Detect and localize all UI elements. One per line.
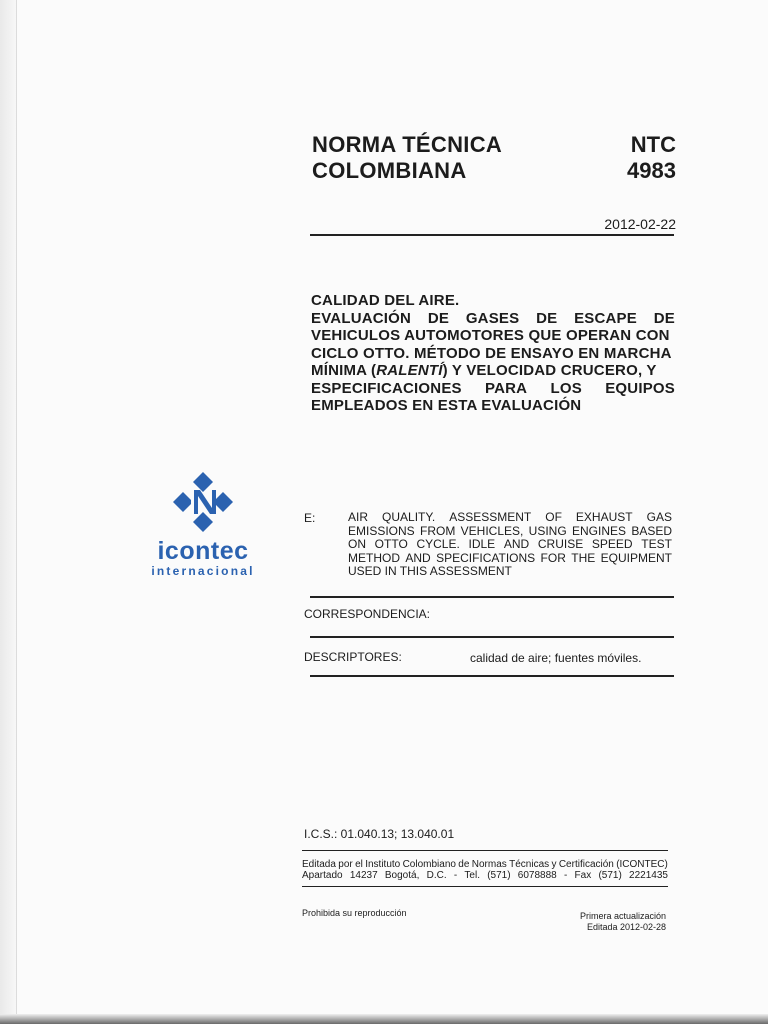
descriptores-value: calidad de aire; fuentes móviles.: [470, 651, 642, 665]
norma-title-line1: NORMA TÉCNICA: [312, 132, 503, 157]
main-title-line4: CICLO OTTO. MÉTODO DE ENSAYO EN MARCHA: [311, 344, 672, 362]
word: Técnicas: [509, 859, 550, 870]
editorial-rule: [302, 886, 668, 887]
word: Editada: [302, 859, 336, 870]
main-title-line2: [311, 310, 675, 328]
word: QUALITY.: [382, 510, 436, 524]
word: FROM: [420, 523, 456, 538]
english-title: [348, 511, 672, 579]
correspondencia-label: CORRESPONDENCIA:: [304, 607, 431, 621]
page-left-edge: [0, 0, 16, 1024]
word: CYCLE.: [416, 537, 460, 552]
word: -: [563, 870, 568, 881]
word: EVALUACIÓN: [311, 309, 412, 327]
word: Fax: [574, 870, 592, 881]
word: (ICONTEC): [616, 859, 668, 870]
norma-title-line2: COLOMBIANA: [312, 158, 467, 183]
logo-name: icontec: [157, 537, 249, 565]
word: (571): [487, 870, 511, 881]
main-title-line3: VEHICULOS AUTOMOTORES QUE OPERAN CON: [311, 327, 670, 344]
word: FOR: [540, 550, 566, 565]
page-left-divider: [16, 0, 17, 1024]
word: SPECIFICATIONS: [436, 550, 536, 565]
main-title-line5-b: ) Y VELOCIDAD CRUCERO, Y: [442, 362, 657, 379]
word: THE: [571, 550, 596, 565]
ntc-code: [596, 132, 676, 184]
word: 14237: [349, 870, 378, 881]
word: EMISSIONS: [348, 523, 415, 538]
english-line1: [348, 511, 672, 525]
word: D.C.: [426, 870, 447, 881]
word: 6078888: [517, 870, 557, 881]
word: y: [551, 859, 557, 870]
editorial-info: [302, 859, 668, 881]
word: DE: [653, 309, 675, 327]
word: LOS: [550, 379, 582, 397]
word: Certificación: [558, 859, 614, 870]
page-bottom-edge: [0, 1014, 768, 1024]
editorial-line1: [302, 859, 668, 870]
word: ASSESSMENT: [449, 510, 532, 524]
word: IDLE: [468, 537, 496, 552]
word: de: [458, 859, 470, 870]
norma-title: [312, 132, 502, 184]
english-line5: USED IN THIS ASSESSMENT: [348, 564, 512, 579]
header-rule: [310, 234, 674, 236]
update-label: Primera actualización: [579, 911, 666, 921]
main-title-line5-a: MÍNIMA (: [311, 362, 377, 379]
word: DE: [427, 309, 450, 327]
word: EQUIPMENT: [600, 550, 672, 565]
main-title-line1: CALIDAD DEL AIRE.: [311, 292, 460, 309]
word: METHOD: [348, 550, 400, 565]
word: SPEED: [591, 537, 633, 552]
icontec-logo: [138, 470, 268, 578]
word: Tel.: [464, 870, 480, 881]
word: por: [338, 859, 353, 870]
word: 2221435: [629, 870, 668, 881]
word: CRUISE: [537, 537, 584, 552]
main-title-line6: [311, 380, 675, 398]
word: Normas: [471, 859, 507, 870]
english-rule: [310, 596, 674, 598]
editorial-line2: [302, 870, 668, 881]
word: OF: [545, 510, 562, 524]
word: ESCAPE: [574, 309, 637, 327]
main-title-ralenti: RALENTÍ: [376, 362, 443, 379]
english-label: E:: [304, 511, 316, 525]
main-title-line7: EMPLEADOS EN ESTA EVALUACIÓN: [311, 397, 582, 414]
word: AIR: [348, 510, 369, 524]
word: BASED: [631, 523, 672, 538]
ntc-number: 4983: [627, 158, 676, 183]
word: OTTO: [374, 537, 408, 552]
word: VEHICLES,: [460, 523, 524, 538]
word: -: [453, 870, 458, 881]
main-title: [311, 292, 675, 415]
word: ENGINES: [571, 523, 626, 538]
word: EQUIPOS: [605, 379, 675, 397]
word: (571): [598, 870, 622, 881]
ntc-label: NTC: [630, 132, 676, 157]
icontec-n-diamond-icon: [171, 470, 235, 534]
descriptores-rule: [310, 675, 674, 677]
english-line2: [348, 525, 672, 539]
correspondencia-rule: [310, 636, 674, 638]
word: USING: [528, 523, 567, 538]
english-line4: [348, 552, 672, 566]
word: Bogotá,: [384, 870, 420, 881]
word: TEST: [641, 537, 672, 552]
word: ON: [348, 537, 366, 552]
word: DE: [536, 309, 558, 327]
update-info: [520, 911, 666, 932]
word: GASES: [465, 309, 520, 327]
word: Colombiano: [402, 859, 456, 870]
main-title-line5: [311, 362, 675, 380]
word: AND: [503, 537, 530, 552]
publication-date: 2012-02-22: [604, 216, 676, 232]
word: Instituto: [365, 859, 401, 870]
ics-codes: I.C.S.: 01.040.13; 13.040.01: [304, 827, 455, 841]
word: PARA: [485, 379, 528, 397]
logo-subtitle: internacional: [151, 564, 255, 578]
word: ESPECIFICACIONES: [311, 379, 462, 397]
edition-date: Editada 2012-02-28: [586, 921, 666, 932]
ics-rule: [302, 850, 668, 851]
word: AND: [405, 550, 431, 565]
word: el: [355, 859, 363, 870]
english-line3: [348, 538, 672, 552]
word: EXHAUST: [575, 510, 633, 524]
word: GAS: [646, 510, 672, 524]
descriptores-label: DESCRIPTORES:: [304, 650, 402, 664]
word: Apartado: [302, 870, 343, 881]
reproduction-notice: Prohibida su reproducción: [302, 908, 407, 918]
